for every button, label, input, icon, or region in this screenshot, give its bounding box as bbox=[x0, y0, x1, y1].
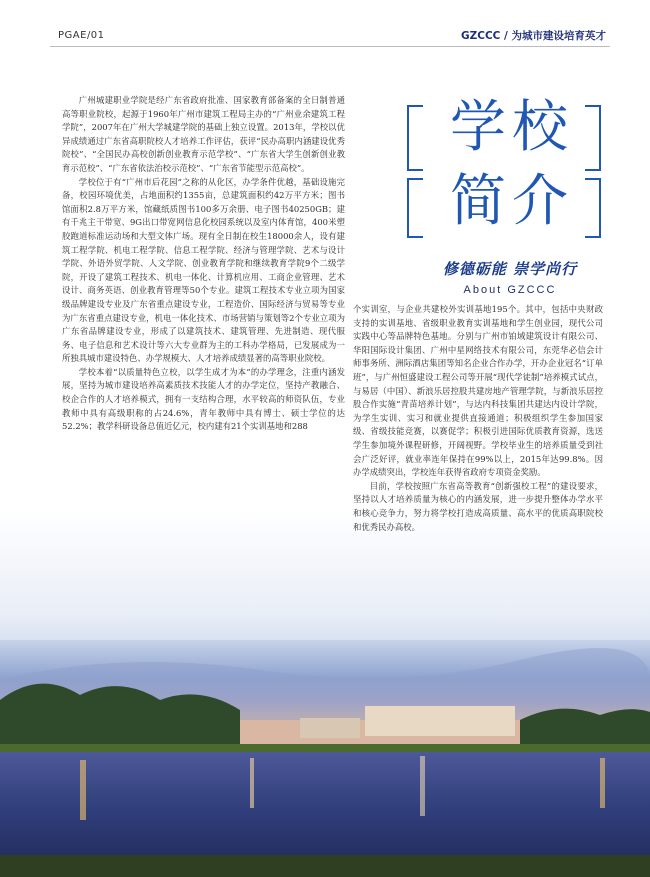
light-reflection bbox=[420, 756, 425, 816]
article-paragraph: 学校本着“以质量特色立校，以学生成才为本”的办学理念，注重内涵发展，坚持为城市建设培养高素质技术技能人才的办学定位，坚持产教融合、校企合作的人才培养模式，拥有一支结构合理，水平较高的师资队伍，专业教师中具有高级职称的占24.6%，青年教师中具有博士、硕士学位的达52.2%；教学科研设备总值近亿元，校内建有21个实训基地和288 bbox=[62, 366, 345, 432]
article-paragraph: 目前，学校按照广东省高等教育“创新强校工程”的建设要求，坚持以人才培养质量为核心的内涵发展，进一步提升整体办学水平和核心竞争力，努力将学校打造成高质量、高水平的优质高职院校和优秀民办高校。 bbox=[353, 480, 603, 532]
bracket-left-top bbox=[407, 105, 423, 171]
article-column-right bbox=[353, 303, 603, 534]
title-block bbox=[407, 78, 603, 268]
light-reflection bbox=[600, 758, 605, 808]
article-column-left bbox=[62, 94, 345, 434]
light-reflection bbox=[250, 758, 254, 808]
page-title-line-1: 学校 bbox=[450, 95, 574, 160]
campus-building bbox=[365, 706, 515, 736]
article-paragraph: 学校位于有“广州市后花园”之称的从化区，办学条件优越，基础设施完备，校园环境优美，占地面积约1355亩，总建筑面积约42万平方米；图书馆面积2.8万平方米，馆藏纸质图书100多万余册、电子图书40250GB；建有千兆主干带宽、9G出口带宽网信息化校园系统以及室内体育馆，400米塑胶跑道标准运动场和大型文体广场。现有全日制在校生18000余人，设有建筑工程学院、机电工程学院、信息工程学院、经济与管理学院、艺术与设计学院、外语外贸学院、人文学院、创业教育学院和继续教育学院9个二级学院，开设了建筑工程技术、机电一体化、计算机应用、工商企业管理、艺术设计、商务英语、创业教育管理等50个专业。建筑工程技术专业立项为国家级品牌建设专业及广东省重点建设专业，工程造价、国际经济与贸易等专业为广东省重点建设专业，机电一体化技术、市场营销与策划等2个专业立项为广东省品牌建设专业，形成了以建筑技术、建筑管理、先进制造、现代服务、电子信息和艺术设计等六大专业群为主的工科办学格局，已发展成为一所独具城市建设特色、办学规模大、人才培养成绩显著的高等职业院校。 bbox=[62, 176, 345, 364]
article-paragraph: 个实训室，与企业共建校外实训基地195个。其中，包括中央财政支持的实训基地、省级职业教育实训基地和学生创业园，现代公司实践中心等品牌特色基地。分别与广州市铂域建筑设计有限公司、华阳国际设计集团、广州中星网络技术有限公司，东莞华必信会计师事务所、洲际酒店集团等知名企业合作办学，开办企业冠名“订单班”，与广州恒盛建设工程公司等开展“现代学徒制”培养模式试点，与易居（中国）、新浪乐居控股共建房地产管理学院，与新浪乐居控股合作实施“青苗培养计划”，与达内科技集团共建达内设计学院，为学生实训、实习和就业提供直接通道；积极组织学生参加国家级、省级技能竞赛，以赛促学；积极引进国际优质教育资源，选送学生参加境外课程研修，开阔视野。学校毕业生的培养质量受到社会广泛好评，就业率连年保持在99%以上，2015年达99.8%。因办学成绩突出，学校连年获得省政府专项资金奖励。 bbox=[353, 304, 603, 478]
campus-lake-photo bbox=[0, 640, 650, 877]
header-divider bbox=[50, 46, 610, 47]
campus-building bbox=[300, 718, 360, 738]
bracket-right-bottom bbox=[585, 178, 601, 238]
page-title-line-2: 简介 bbox=[450, 169, 574, 234]
page-header bbox=[0, 0, 650, 60]
header-slogan: GZCCC / 为城市建设培育英才 bbox=[461, 30, 606, 42]
light-reflection bbox=[80, 760, 86, 820]
page-code: PGAE/01 bbox=[58, 30, 105, 41]
bracket-right-top bbox=[585, 105, 601, 171]
article-paragraph: 广州城建职业学院是经广东省政府批准、国家教育部备案的全日制普通高等职业院校，起源于1960年广州市建筑工程局主办的“广州业余建筑工程学院”，2007年在广州大学城建学院的基础上独立设置。2013年，学校以优异成绩通过广东省高职院校人才培养工作评估，获评“民办高职内涵建设优秀院校”、“全国民办高校创新创业教育示范学校”、“广东省大学生创新创业教育示范校”、“广东省依法治校示范校”、“广东省节能型示范高校”。 bbox=[62, 95, 345, 173]
school-motto: 修德砺能 崇学尚行 bbox=[442, 260, 578, 278]
about-label: About GZCCC bbox=[463, 284, 557, 296]
shoreline bbox=[0, 744, 650, 752]
bracket-left-bottom bbox=[407, 178, 423, 238]
foreground-grass bbox=[0, 855, 650, 877]
